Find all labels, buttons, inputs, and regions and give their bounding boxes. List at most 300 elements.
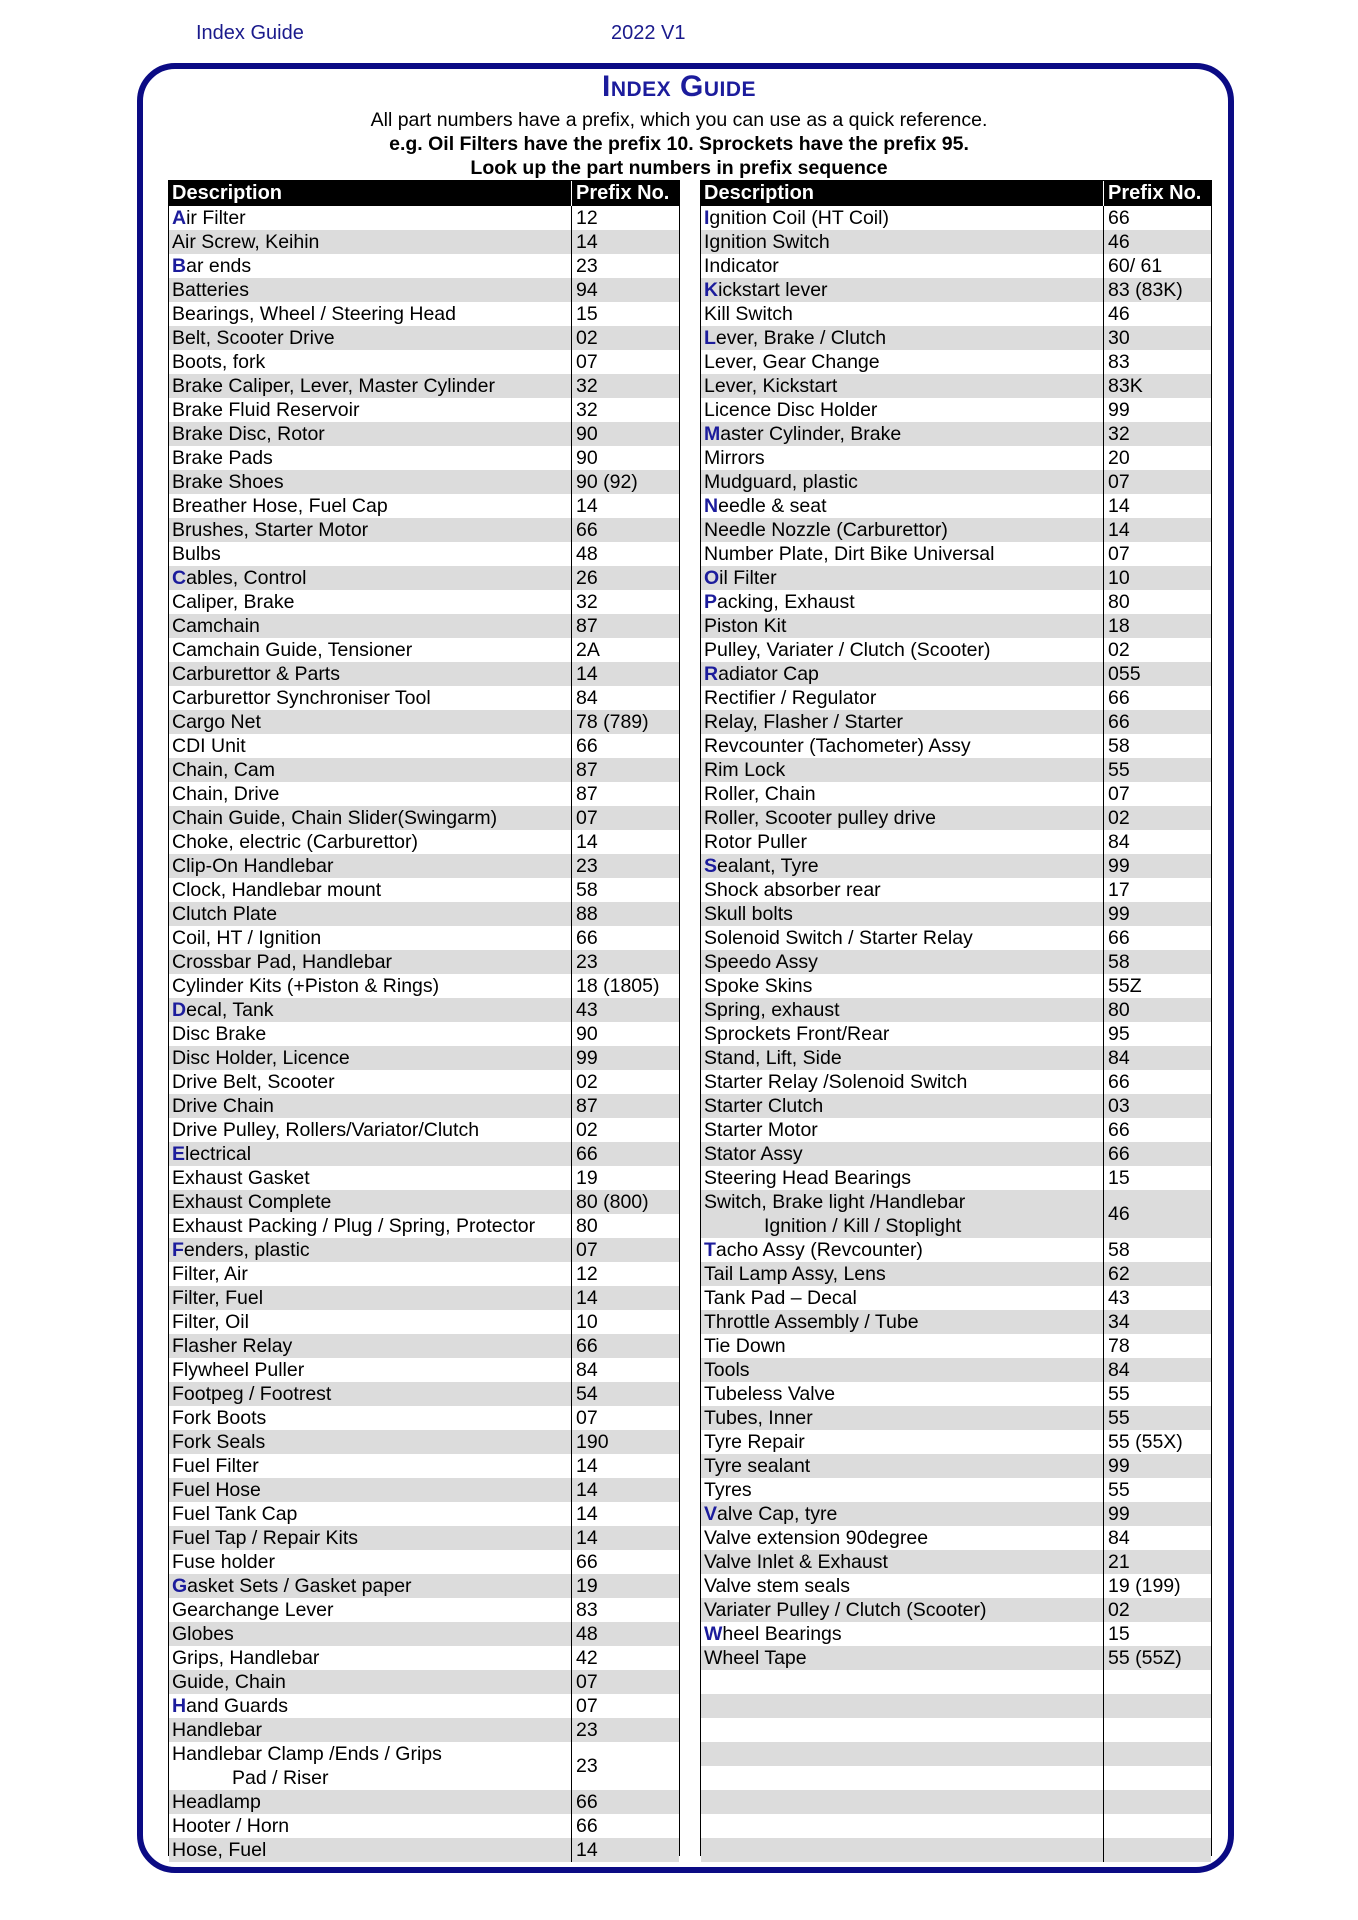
- prefix-cell: 80 (800): [571, 1190, 679, 1214]
- prefix-cell: 66: [1103, 206, 1211, 230]
- description-text: Piston Kit: [704, 615, 787, 637]
- description-cell: [701, 1694, 1103, 1718]
- prefix-cell: 94: [571, 278, 679, 302]
- table-row: [701, 614, 1211, 638]
- description-cell: [701, 446, 1103, 470]
- table-row: [701, 1454, 1211, 1478]
- prefix-cell: 83 (83K): [1103, 278, 1211, 302]
- description-text: Lever, Kickstart: [704, 375, 838, 397]
- section-letter: W: [704, 1623, 723, 1645]
- table-row: [701, 1670, 1211, 1694]
- description-cell: [169, 806, 571, 830]
- prefix-cell: 99: [1103, 1502, 1211, 1526]
- description-cell: [169, 1790, 571, 1814]
- description-text: Solenoid Switch / Starter Relay: [704, 927, 973, 949]
- description-text: Spoke Skins: [704, 975, 813, 997]
- description-cell: [169, 878, 571, 902]
- prefix-cell: 58: [1103, 1238, 1211, 1262]
- description-cell: [701, 1718, 1103, 1742]
- table-row: [169, 542, 679, 566]
- table-row: [701, 926, 1211, 950]
- description-text: Tail Lamp Assy, Lens: [704, 1263, 886, 1285]
- prefix-cell: 55: [1103, 758, 1211, 782]
- table-row: [701, 1382, 1211, 1406]
- prefix-cell: 83K: [1103, 374, 1211, 398]
- table-row: [701, 902, 1211, 926]
- description-cell: [169, 854, 571, 878]
- description-cell: [169, 1286, 571, 1310]
- description-text: Valve stem seals: [704, 1575, 850, 1597]
- prefix-cell: 10: [571, 1310, 679, 1334]
- prefix-cell: 66: [1103, 1070, 1211, 1094]
- table-row: [169, 1190, 679, 1214]
- intro-line-1: All part numbers have a prefix, which you can use as a quick reference.: [370, 109, 988, 131]
- description-text: Flasher Relay: [172, 1335, 293, 1357]
- description-text: Roller, Scooter pulley drive: [704, 807, 936, 829]
- prefix-cell: [1103, 1790, 1211, 1814]
- table-row: [169, 1070, 679, 1094]
- description-text: Footpeg / Footrest: [172, 1383, 332, 1405]
- table-row: [169, 470, 679, 494]
- description-cell: [169, 1094, 571, 1118]
- description-cell: [169, 1334, 571, 1358]
- prefix-cell: 87: [571, 782, 679, 806]
- prefix-cell: 55 (55X): [1103, 1430, 1211, 1454]
- description-text: Cargo Net: [172, 711, 261, 733]
- table-row: [701, 1694, 1211, 1718]
- description-text: Tacho Assy (Revcounter): [704, 1239, 923, 1261]
- section-letter: G: [172, 1575, 188, 1597]
- description-text: Brake Disc, Rotor: [172, 423, 325, 445]
- table-row: [701, 1358, 1211, 1382]
- prefix-cell: 46: [1103, 230, 1211, 254]
- description-cell: [701, 1166, 1103, 1190]
- description-cell: [169, 518, 571, 542]
- section-letter: K: [704, 279, 719, 301]
- description-cell: [701, 1070, 1103, 1094]
- description-text: Rim Lock: [704, 759, 786, 781]
- table-row: [169, 302, 679, 326]
- description-cell: [701, 1502, 1103, 1526]
- description-cell: [169, 278, 571, 302]
- prefix-cell: 07: [571, 806, 679, 830]
- description-cell: [701, 830, 1103, 854]
- prefix-cell: 48: [571, 542, 679, 566]
- description-cell: [701, 1406, 1103, 1430]
- description-cell: [169, 1382, 571, 1406]
- description-cell: [701, 782, 1103, 806]
- column-header-description: Description: [704, 182, 815, 204]
- prefix-cell: 07: [1103, 470, 1211, 494]
- table-row: [169, 1382, 679, 1406]
- description-cell: [169, 782, 571, 806]
- description-text: Tank Pad – Decal: [704, 1287, 857, 1309]
- description-text: Grips, Handlebar: [172, 1647, 320, 1669]
- description-cell: [701, 1142, 1103, 1166]
- prefix-cell: 02: [1103, 638, 1211, 662]
- table-row: [701, 1262, 1211, 1286]
- description-cell: [169, 1838, 571, 1862]
- description-cell: [701, 518, 1103, 542]
- description-cell: [701, 1382, 1103, 1406]
- prefix-cell: 66: [1103, 686, 1211, 710]
- description-text: Master Cylinder, Brake: [704, 423, 902, 445]
- description-cell: [169, 1070, 571, 1094]
- description-text: Roller, Chain: [704, 783, 816, 805]
- table-row: [169, 1310, 679, 1334]
- table-row: [169, 854, 679, 878]
- table-row: [701, 1526, 1211, 1550]
- table-row: [701, 734, 1211, 758]
- description-cell: [169, 614, 571, 638]
- description-text: Batteries: [172, 279, 249, 301]
- description-cell: [701, 1766, 1103, 1790]
- column-header-prefix: Prefix No.: [571, 181, 679, 206]
- table-row: [701, 230, 1211, 254]
- description-text: Fork Seals: [172, 1431, 266, 1453]
- prefix-cell: 23: [571, 1742, 679, 1790]
- description-cell: [701, 566, 1103, 590]
- description-text: Sprockets Front/Rear: [704, 1023, 890, 1045]
- prefix-cell: 83: [571, 1598, 679, 1622]
- description-text: Switch, Brake light /Handlebar: [704, 1191, 966, 1213]
- table-row: [169, 494, 679, 518]
- table-row: [701, 470, 1211, 494]
- prefix-cell: 66: [1103, 1142, 1211, 1166]
- description-cell: [701, 1262, 1103, 1286]
- prefix-cell: 42: [571, 1646, 679, 1670]
- table-row: [169, 1550, 679, 1574]
- table-row: [169, 254, 679, 278]
- description-cell: [169, 446, 571, 470]
- description-cell: [169, 1262, 571, 1286]
- table-row: [701, 542, 1211, 566]
- description-text: Drive Pulley, Rollers/Variator/Clutch: [172, 1119, 480, 1141]
- description-text: Needle Nozzle (Carburettor): [704, 519, 948, 541]
- description-text: Filter, Oil: [172, 1311, 249, 1333]
- description-text: Starter Clutch: [704, 1095, 824, 1117]
- table-row: [701, 350, 1211, 374]
- description-text: Revcounter (Tachometer) Assy: [704, 735, 971, 757]
- section-letter: R: [704, 663, 719, 685]
- prefix-cell: 66: [571, 734, 679, 758]
- description-text: Bar ends: [172, 255, 252, 277]
- table-row: [701, 758, 1211, 782]
- prefix-cell: [1103, 1838, 1211, 1862]
- prefix-cell: 80: [1103, 590, 1211, 614]
- description-text: Mirrors: [704, 447, 765, 469]
- table-row: [169, 1502, 679, 1526]
- prefix-cell: 58: [571, 878, 679, 902]
- table-row: [169, 1790, 679, 1814]
- table-row: [701, 1646, 1211, 1670]
- description-text: Sealant, Tyre: [704, 855, 819, 877]
- prefix-cell: 88: [571, 902, 679, 926]
- description-text: Camchain: [172, 615, 260, 637]
- description-cell: [169, 734, 571, 758]
- table-row: [701, 1022, 1211, 1046]
- table-row: [701, 518, 1211, 542]
- description-text: Drive Belt, Scooter: [172, 1071, 335, 1093]
- description-text: Packing, Exhaust: [704, 591, 855, 613]
- description-cell: [169, 302, 571, 326]
- description-cell: [169, 686, 571, 710]
- description-text: CDI Unit: [172, 735, 246, 757]
- prefix-cell: 66: [571, 1814, 679, 1838]
- prefix-cell: [1103, 1670, 1211, 1694]
- table-row: [169, 1406, 679, 1430]
- table-body: [701, 206, 1211, 1862]
- table-row: [701, 1838, 1211, 1862]
- intro-line-2: e.g. Oil Filters have the prefix 10. Sprockets have the prefix 95.: [389, 133, 969, 155]
- description-cell: [169, 1622, 571, 1646]
- table-row: [701, 782, 1211, 806]
- description-cell: [701, 326, 1103, 350]
- description-cell: [169, 422, 571, 446]
- prefix-cell: 78: [1103, 1334, 1211, 1358]
- table-row: [169, 350, 679, 374]
- prefix-cell: 43: [1103, 1286, 1211, 1310]
- description-cell: [169, 542, 571, 566]
- table-body: [169, 206, 679, 1862]
- description-text: Indicator: [704, 255, 779, 277]
- table-row: [169, 518, 679, 542]
- description-cell: [701, 1670, 1103, 1694]
- intro-line-3: Look up the part numbers in prefix sequence: [470, 157, 888, 179]
- description-text: Hand Guards: [172, 1695, 288, 1717]
- prefix-cell: 03: [1103, 1094, 1211, 1118]
- section-letter: S: [704, 855, 718, 877]
- description-text: Crossbar Pad, Handlebar: [172, 951, 393, 973]
- description-text: Air Filter: [172, 207, 246, 229]
- table-row: [169, 830, 679, 854]
- page-header: [0, 22, 1358, 46]
- description-text: Disc Holder, Licence: [172, 1047, 350, 1069]
- table-row: [701, 1406, 1211, 1430]
- table-row: [169, 782, 679, 806]
- description-text: Tyre sealant: [704, 1455, 811, 1477]
- description-text: Clock, Handlebar mount: [172, 879, 382, 901]
- prefix-cell: 14: [571, 830, 679, 854]
- description-cell: [169, 1718, 571, 1742]
- table-row: [169, 614, 679, 638]
- table-row: [169, 1334, 679, 1358]
- prefix-cell: [1103, 1814, 1211, 1838]
- description-cell: [169, 1406, 571, 1430]
- table-row: [701, 998, 1211, 1022]
- description-text: Filter, Fuel: [172, 1287, 264, 1309]
- table-row: [169, 1814, 679, 1838]
- description-cell: [701, 878, 1103, 902]
- description-cell: [169, 1118, 571, 1142]
- description-cell: [701, 686, 1103, 710]
- table-row: [169, 806, 679, 830]
- section-letter: E: [172, 1143, 186, 1165]
- description-text: Starter Relay /Solenoid Switch: [704, 1071, 968, 1093]
- prefix-cell: 32: [571, 374, 679, 398]
- description-cell: [701, 422, 1103, 446]
- table-row: [169, 1598, 679, 1622]
- description-cell: [169, 1310, 571, 1334]
- description-cell: [169, 1598, 571, 1622]
- description-cell: [701, 590, 1103, 614]
- prefix-cell: 83: [1103, 350, 1211, 374]
- description-cell: [169, 1046, 571, 1070]
- prefix-cell: 55Z: [1103, 974, 1211, 998]
- prefix-cell: 14: [571, 1478, 679, 1502]
- table-row: [169, 710, 679, 734]
- description-text: Disc Brake: [172, 1023, 267, 1045]
- description-cell: [701, 1046, 1103, 1070]
- description-cell: [169, 710, 571, 734]
- description-text: Steering Head Bearings: [704, 1167, 912, 1189]
- description-text: Tools: [704, 1359, 750, 1381]
- prefix-cell: 84: [1103, 1526, 1211, 1550]
- column-header-prefix: Prefix No.: [1103, 181, 1211, 206]
- table-row: [701, 1790, 1211, 1814]
- description-cell: [169, 1190, 571, 1214]
- prefix-cell: 15: [1103, 1622, 1211, 1646]
- prefix-cell: 66: [571, 1142, 679, 1166]
- table-row: [701, 1502, 1211, 1526]
- description-cell: [169, 374, 571, 398]
- prefix-cell: 02: [571, 1070, 679, 1094]
- prefix-cell: 07: [571, 1694, 679, 1718]
- prefix-cell: 84: [1103, 1358, 1211, 1382]
- description-text: Clip-On Handlebar: [172, 855, 334, 877]
- description-cell: [701, 1430, 1103, 1454]
- table-row: [169, 662, 679, 686]
- description-cell: [169, 1166, 571, 1190]
- description-text: Bearings, Wheel / Steering Head: [172, 303, 456, 325]
- table-row: [701, 422, 1211, 446]
- description-text: Speedo Assy: [704, 951, 818, 973]
- description-text: Decal, Tank: [172, 999, 274, 1021]
- header-doc-name: Index Guide: [196, 22, 304, 44]
- description-text: Needle & seat: [704, 495, 827, 517]
- prefix-cell: 90: [571, 422, 679, 446]
- section-letter: F: [172, 1239, 184, 1261]
- description-cell: [169, 206, 571, 230]
- description-cell: [701, 662, 1103, 686]
- description-text: Tyre Repair: [704, 1431, 805, 1453]
- description-text: Rotor Puller: [704, 831, 807, 853]
- description-cell: [701, 302, 1103, 326]
- index-table-right: [700, 180, 1212, 1856]
- description-text: Chain, Drive: [172, 783, 280, 805]
- description-cell: [701, 206, 1103, 230]
- description-cell: [701, 974, 1103, 998]
- description-cell: [169, 1814, 571, 1838]
- description-text: Globes: [172, 1623, 234, 1645]
- description-text: Carburettor Synchroniser Tool: [172, 687, 431, 709]
- prefix-cell: 99: [1103, 854, 1211, 878]
- description-cell: [701, 1358, 1103, 1382]
- description-cell: [169, 758, 571, 782]
- description-text: Brake Fluid Reservoir: [172, 399, 360, 421]
- description-cell: [701, 998, 1103, 1022]
- description-text: Exhaust Gasket: [172, 1167, 310, 1189]
- prefix-cell: 14: [571, 1838, 679, 1862]
- prefix-cell: 12: [571, 1262, 679, 1286]
- table-row: [169, 326, 679, 350]
- description-text: Cylinder Kits (+Piston & Rings): [172, 975, 440, 997]
- prefix-cell: 26: [571, 566, 679, 590]
- description-cell: [169, 902, 571, 926]
- table-row: [701, 1430, 1211, 1454]
- table-row: [169, 1046, 679, 1070]
- table-row: [701, 1142, 1211, 1166]
- prefix-cell: 14: [571, 662, 679, 686]
- table-row: [169, 1574, 679, 1598]
- table-row: [169, 1622, 679, 1646]
- table-row: [169, 230, 679, 254]
- prefix-cell: 55 (55Z): [1103, 1646, 1211, 1670]
- prefix-cell: 95: [1103, 1022, 1211, 1046]
- table-header: [169, 181, 679, 206]
- prefix-cell: 84: [1103, 1046, 1211, 1070]
- table-row: [169, 878, 679, 902]
- prefix-cell: 62: [1103, 1262, 1211, 1286]
- description-text: Brake Shoes: [172, 471, 284, 493]
- description-text: Lever, Brake / Clutch: [704, 327, 887, 349]
- table-row: [169, 638, 679, 662]
- prefix-cell: 99: [1103, 398, 1211, 422]
- description-text: Handlebar Clamp /Ends / Grips: [172, 1743, 442, 1765]
- prefix-cell: 87: [571, 758, 679, 782]
- table-row: [701, 1238, 1211, 1262]
- description-text: Skull bolts: [704, 903, 793, 925]
- table-row: [169, 1214, 679, 1238]
- description-cell: [169, 470, 571, 494]
- section-letter: O: [704, 567, 720, 589]
- description-cell: [701, 902, 1103, 926]
- prefix-cell: 14: [1103, 494, 1211, 518]
- description-text: Gearchange Lever: [172, 1599, 334, 1621]
- table-row: [169, 998, 679, 1022]
- description-cell: [169, 974, 571, 998]
- table-row: [169, 1022, 679, 1046]
- table-row: [169, 1430, 679, 1454]
- prefix-cell: 30: [1103, 326, 1211, 350]
- description-cell: [169, 1430, 571, 1454]
- description-cell: [701, 1286, 1103, 1310]
- table-row: [701, 590, 1211, 614]
- description-cell: [701, 470, 1103, 494]
- prefix-cell: 78 (789): [571, 710, 679, 734]
- prefix-cell: 34: [1103, 1310, 1211, 1334]
- table-row: [169, 446, 679, 470]
- prefix-cell: 17: [1103, 878, 1211, 902]
- description-cell: [701, 1310, 1103, 1334]
- prefix-cell: 190: [571, 1430, 679, 1454]
- prefix-cell: 48: [571, 1622, 679, 1646]
- table-row: [169, 1286, 679, 1310]
- table-row: [169, 1262, 679, 1286]
- prefix-cell: 32: [1103, 422, 1211, 446]
- prefix-cell: 46: [1103, 1190, 1211, 1238]
- table-header: [701, 181, 1211, 206]
- prefix-cell: 2A: [571, 638, 679, 662]
- description-cell: [701, 1526, 1103, 1550]
- prefix-cell: 14: [571, 230, 679, 254]
- section-letter: V: [704, 1503, 718, 1525]
- description-cell: [169, 326, 571, 350]
- prefix-cell: 07: [571, 1670, 679, 1694]
- description-text: Caliper, Brake: [172, 591, 295, 613]
- table-row: [701, 1478, 1211, 1502]
- table-row: [701, 1622, 1211, 1646]
